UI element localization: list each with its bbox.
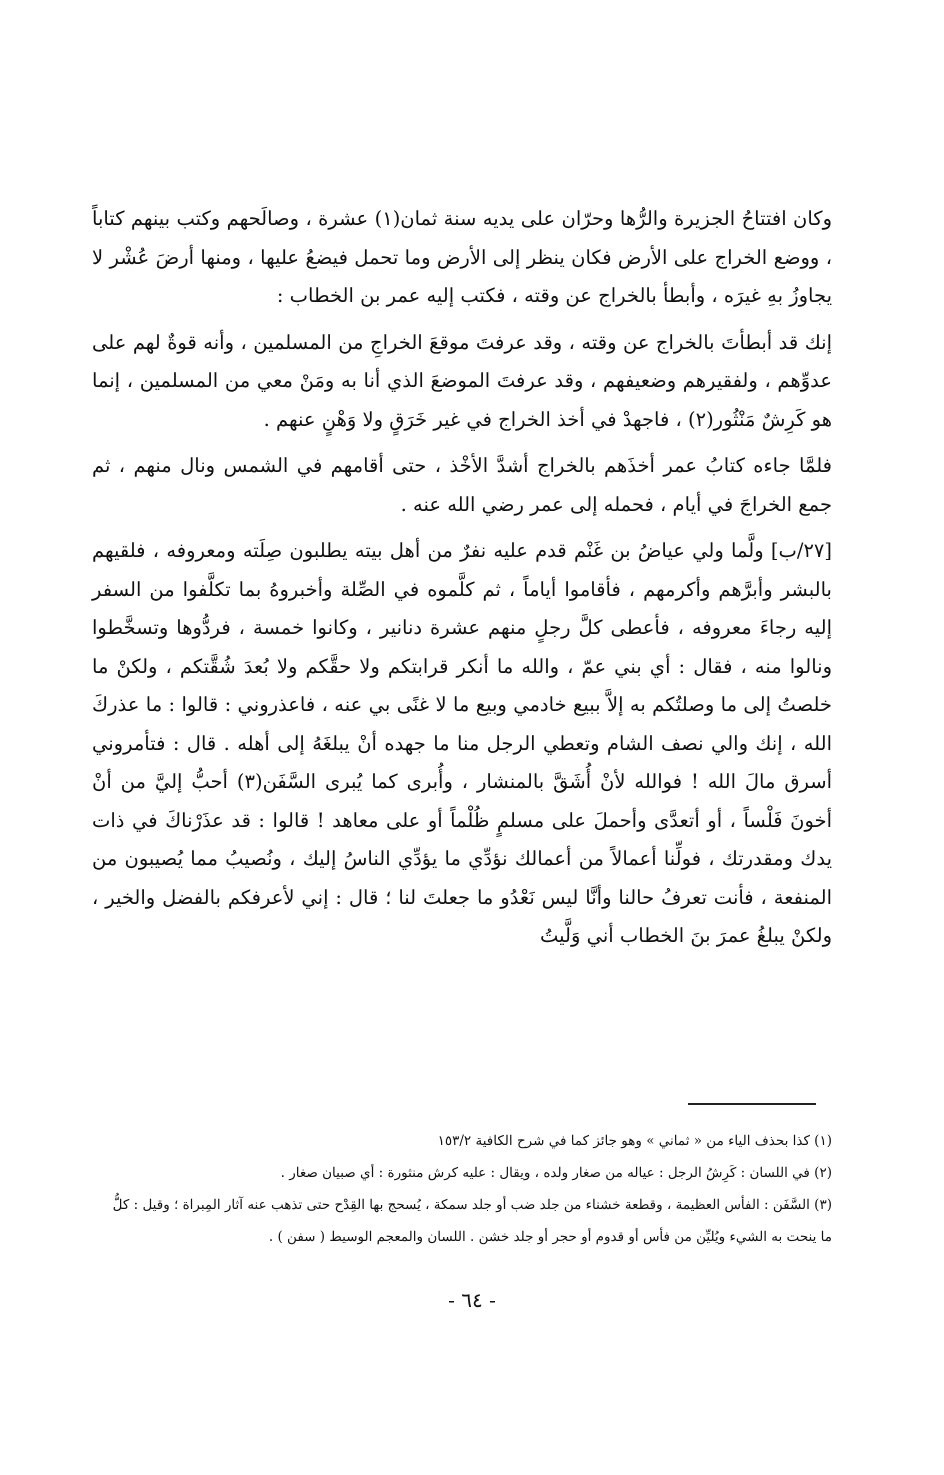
paragraph-4: [٢٧/ب] ولَّما ولي عياضُ بن غَنْم قدم عليه نفرٌ من أهل بيته يطلبون صِلَته ومعروفه ، فلقيهم بالبشر وأبرَّهم وأكرمهم ، فأقاموا أياماً ، ثم كلَّموه في الصِّلة وأخبروهُ بما تكلَّفوا من السفر إليه رجاءَ معروفه ، فأعطى كلَّ رجلٍ منهم عشرة دنانير ، وكانوا خمسة ، فردُّوها وتسخَّطوا ونالوا منه ، فقال : أي بني عمّ ، والله ما أنكر قرابتكم ولا حقَّكم ولا بُعدَ شُقَّتكم ، ولكنْ ما خلصتُ إلى ما وصلتُكم به إلاَّ ببيع خادمي وبيع ما لا غنًى بي عنه ، فاعذروني : قالوا : ما عذركَ الله ، إنك والي نصف الشام وتعطي الرجل منا ما جهده أنْ يبلغَهُ إلى أهله . قال : فتأمروني أسرق مالَ الله ! فوالله لأنْ أُشَقَّ بالمنشار ، وأُبرى كما يُبرى السَّفَن(٣) أحبُّ إليَّ من أنْ أخونَ فَلْساً ، أو أتعدَّى وأحملَ على مسلمٍ ظُلْماً أو على معاهد ! قالوا : قد عذَرْناكَ في ذات يدك ومقدرتك ، فولِّنا أعمالاً من أعمالك نؤدِّي ما يؤدِّي الناسُ إليك ، ونُصيبُ مما يُصيبون من المنفعة ، فأنت تعرفُ حالنا وأنَّا ليس نَعْدُو ما جعلتَ لنا ؛ قال : إني لأعرفكم بالفضل والخير ، ولكنْ يبلغُ عمرَ بنَ الخطاب أني وَلَّيتُ (92, 539, 832, 947)
paragraph-3: فلمَّا جاءه كتابُ عمر أخذَهم بالخراج أشدَّ الأخْذ ، حتى أقامهم في الشمس ونال منهم ، ثم جمع الخراجَ في أيام ، فحمله إلى عمر رضي الله عنه . (92, 454, 832, 516)
footnote-1: (١) كذا بحذف الياء من « ثماني » وهو جائز كما في شرح الكافية ١٥٣/٢ (437, 1133, 832, 1149)
paragraph-2: إنك قد أبطأتَ بالخراج عن وقته ، وقد عرفتَ موقعَ الخراجِ من المسلمين ، وأنه قوةٌ لهم على عدوِّهم ، ولفقيرهم وضعيفهم ، وقد عرفتَ الموضعَ الذي أنا به ومَنْ معي من المسلمين ، إنما هو كَرِشٌ مَنْثُور(٢) ، فاجهدْ في أخذ الخراج في غير خَرَقٍ ولا وَهْنٍ عنهم . (92, 330, 832, 431)
footnote-divider (688, 1103, 816, 1105)
footnote-2: (٢) في اللسان : كَرِشُ الرجل : عياله من صغار ولده ، ويقال : عليه كرش منثورة : أي صبيان صغار . (280, 1165, 832, 1181)
paragraph-1: وكان افتتاحُ الجزيرة والرُّها وحرّان على يديه سنة ثمان(١) عشرة ، وصالَحهم وكتب بينهم كتاباً ، ووضع الخراج على الأرض فكان ينظر إلى الأرض وما تحمل فيضعُ عليها ، ومنها أرضَ عُشْر لا يجاوزُ بهِ غيرَه ، وأبطأ بالخراج عن وقته ، فكتب إليه عمر بن الخطاب : (92, 207, 832, 307)
page-number: - ٦٤ - (448, 1288, 496, 1312)
footnotes (100, 1125, 832, 1253)
main-text (92, 200, 832, 964)
footnote-3: (٣) السَّفَن : الفأس العظيمة ، وقطعة خشناء من جلد ضب أو جلد سمكة ، يُسحج بها القِدْح حتى تذهب عنه آثار المِبراة ؛ وقيل : كلُّ ما ينحت به الشيء ويُليِّن من فأس أو قدوم أو حجر أو جلد خشن . اللسان والمعجم الوسيط ( سفن ) . (112, 1197, 832, 1245)
